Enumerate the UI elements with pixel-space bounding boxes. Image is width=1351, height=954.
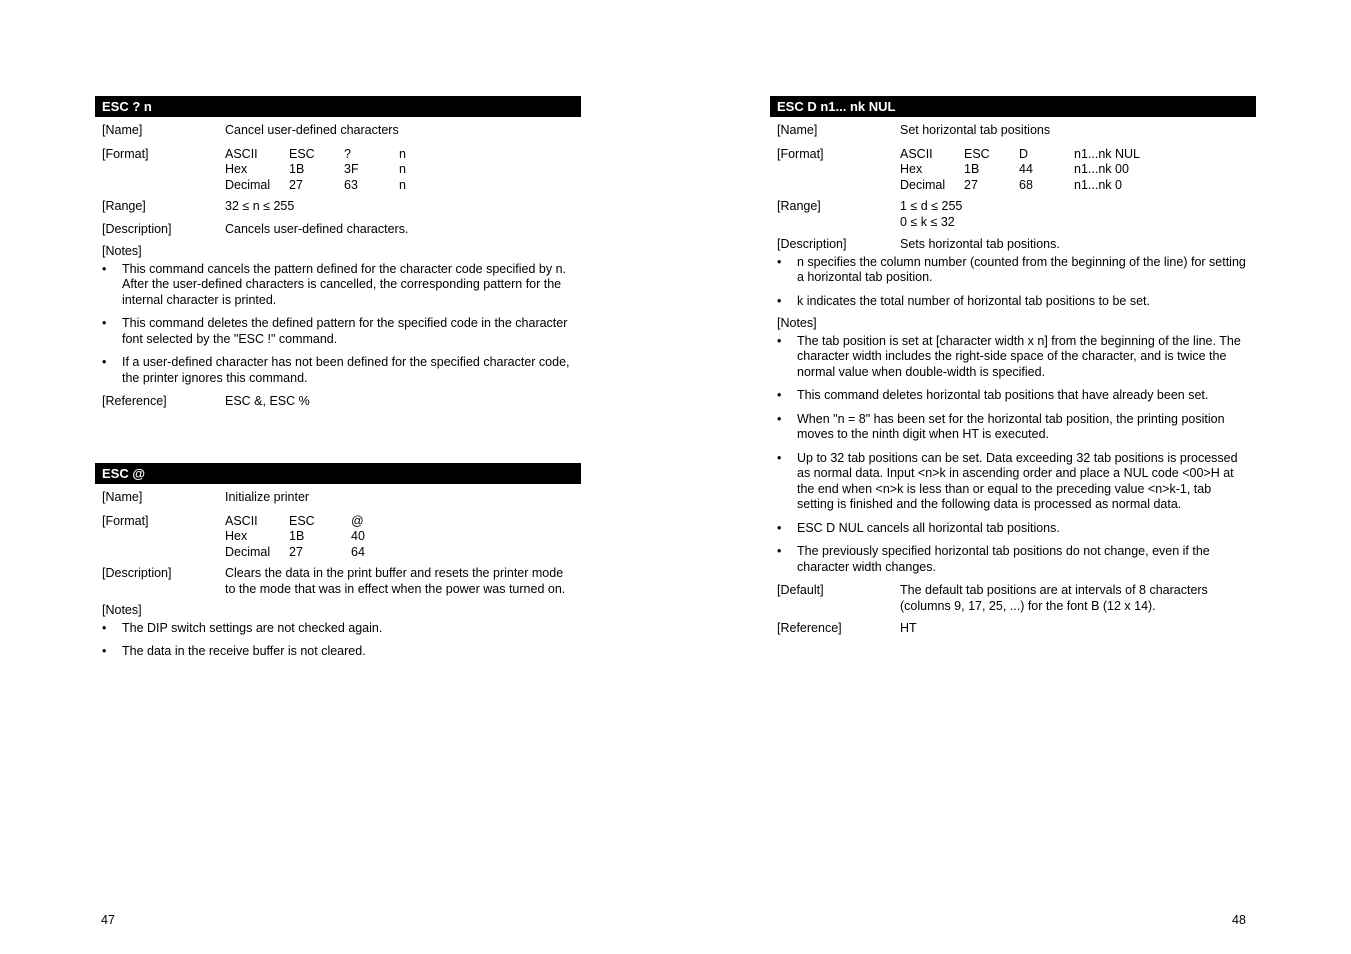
name-row — [102, 123, 581, 139]
description-row — [102, 222, 581, 238]
format-label: [Format] — [102, 513, 149, 528]
format-decimal-row — [225, 545, 365, 561]
format-cell: n1...nk 0 — [1074, 177, 1122, 192]
command-header: ESC ? n — [95, 96, 581, 117]
format-ascii-row — [225, 514, 365, 530]
range-value — [900, 199, 1256, 230]
description-row — [102, 566, 581, 597]
description-value: Clears the data in the print buffer and resets the printer mode to the mode that was in effect when the power was turned on. — [225, 566, 566, 596]
format-cell: 1B — [289, 162, 305, 176]
notes-label: [Notes] — [102, 244, 142, 258]
range-value: 32 ≤ n ≤ 255 — [225, 199, 295, 213]
range-line: 0 ≤ k ≤ 32 — [900, 214, 955, 229]
description-item: • k indicates the total number of horizontal tab positions to be set. — [797, 294, 1256, 310]
format-cell: ASCII — [900, 146, 933, 161]
name-value: Initialize printer — [225, 490, 310, 504]
format-cell: D — [1019, 146, 1029, 161]
range-row — [102, 199, 581, 215]
name-value: Cancel user-defined characters — [225, 123, 399, 137]
format-cell: @ — [351, 513, 364, 528]
format-cell: 44 — [1019, 162, 1033, 176]
reference-row — [777, 621, 1256, 637]
format-hex-row — [225, 529, 365, 545]
format-table — [225, 514, 365, 561]
note-item: • This command cancels the pattern defined for the character code specified by n. After the user-defined characters is cancelled, the corresponding pattern for the internal character is printed. — [122, 262, 581, 309]
page-number: 47 — [101, 913, 115, 927]
notes-label: [Notes] — [102, 603, 142, 617]
description-label: [Description] — [777, 237, 847, 251]
format-cell: 27 — [964, 177, 978, 192]
format-table — [225, 147, 406, 194]
note-item: • The DIP switch settings are not checked again. — [122, 621, 581, 637]
format-cell: 68 — [1019, 177, 1033, 192]
format-label: [Format] — [777, 146, 824, 161]
page-number: 48 — [1232, 913, 1246, 927]
command-header: ESC @ — [95, 463, 581, 484]
format-ascii-row — [225, 147, 406, 163]
format-cell: n — [399, 177, 406, 192]
notes-label: [Notes] — [777, 316, 817, 330]
range-label: [Range] — [102, 199, 146, 213]
reference-label: [Reference] — [777, 621, 842, 635]
format-cell: 3F — [344, 162, 359, 176]
format-cell: ? — [344, 146, 351, 161]
note-item: • This command deletes the defined pattern for the specified code in the character font selected by the "ESC !" command. — [122, 316, 581, 347]
format-cell: Hex — [225, 529, 248, 543]
format-cell: n1...nk NUL — [1074, 146, 1141, 161]
esc-q-section — [95, 96, 581, 410]
description-item: • n specifies the column number (counted from the beginning of the line) for setting a horizontal tab position. — [797, 255, 1256, 286]
format-label: [Format] — [102, 146, 149, 161]
notes-list — [95, 262, 581, 387]
default-value: The default tab positions are at intervals of 8 characters (columns 9, 17, 25, ...) for the font B (12 x 14). — [900, 583, 1208, 613]
description-list — [770, 255, 1256, 310]
name-row — [102, 490, 581, 506]
note-item: • The data in the receive buffer is not cleared. — [122, 644, 581, 660]
description-value: Sets horizontal tab positions. — [900, 237, 1060, 251]
range-row — [777, 199, 1256, 230]
format-cell: 1B — [964, 162, 980, 176]
format-cell: Decimal — [225, 544, 271, 559]
format-table — [900, 147, 1140, 194]
esc-at-section — [95, 463, 581, 662]
name-label: [Name] — [777, 123, 818, 137]
format-row — [777, 147, 1256, 194]
format-cell: ASCII — [225, 513, 258, 528]
format-row — [102, 514, 581, 561]
format-decimal-row — [225, 178, 406, 194]
format-cell: 27 — [289, 177, 303, 192]
name-row — [777, 123, 1256, 139]
format-hex-row — [900, 162, 1140, 178]
format-cell: Hex — [900, 162, 923, 176]
format-cell: Decimal — [225, 177, 271, 192]
format-cell: 63 — [344, 177, 358, 192]
notes-list — [770, 334, 1256, 576]
format-cell: Hex — [225, 162, 248, 176]
range-label: [Range] — [777, 199, 821, 213]
command-header: ESC D n1... nk NUL — [770, 96, 1256, 117]
esc-d-section — [770, 96, 1256, 637]
name-label: [Name] — [102, 490, 143, 504]
reference-row — [102, 394, 581, 410]
name-value: Set horizontal tab positions — [900, 123, 1051, 137]
description-row — [777, 237, 1256, 253]
format-row — [102, 147, 581, 194]
format-cell: Decimal — [900, 177, 946, 192]
format-hex-row — [225, 162, 406, 178]
description-value: Cancels user-defined characters. — [225, 221, 409, 236]
format-decimal-row — [900, 178, 1140, 194]
note-item: • The tab position is set at [character width x n] from the beginning of the line. The character width includes the right-side space of the character, and is twice the normal value when double-width is specified. — [797, 334, 1256, 381]
note-item: • When "n = 8" has been set for the horizontal tab position, the printing position moves to the ninth digit when HT is executed. — [797, 412, 1256, 443]
reference-value: HT — [900, 621, 917, 635]
format-cell: ASCII — [225, 146, 258, 161]
name-label: [Name] — [102, 123, 143, 137]
format-cell: 1B — [289, 529, 305, 543]
default-row — [777, 583, 1256, 614]
format-cell: ESC — [289, 513, 315, 528]
description-label: [Description] — [102, 221, 172, 236]
reference-value: ESC &, ESC % — [225, 394, 310, 408]
format-cell: ESC — [289, 146, 315, 161]
format-cell: n — [399, 146, 406, 161]
format-cell: n1...nk 00 — [1074, 162, 1129, 176]
format-cell: 40 — [351, 529, 365, 543]
format-cell: ESC — [964, 146, 990, 161]
note-item: • The previously specified horizontal tab positions do not change, even if the character width changes. — [797, 544, 1256, 575]
default-label: [Default] — [777, 583, 824, 597]
format-cell: 27 — [289, 544, 303, 559]
note-item: • This command deletes horizontal tab positions that have already been set. — [797, 388, 1256, 404]
reference-label: [Reference] — [102, 394, 167, 408]
description-label: [Description] — [102, 566, 172, 580]
note-item: • ESC D NUL cancels all horizontal tab positions. — [797, 521, 1256, 537]
notes-list — [95, 621, 581, 660]
format-cell: 64 — [351, 544, 365, 559]
format-cell: n — [399, 162, 406, 176]
note-item: • If a user-defined character has not been defined for the specified character code, the printer ignores this command. — [122, 355, 581, 386]
range-line: 1 ≤ d ≤ 255 — [900, 199, 963, 213]
note-item: • Up to 32 tab positions can be set. Data exceeding 32 tab positions is processed as normal data. Input <n>k in ascending order and place a NUL code <00>H at the end when <n>k is less than or equal to the preceding value <n>k-1, tab setting is finished and the following data is processed as normal data. — [797, 451, 1256, 513]
format-ascii-row — [900, 147, 1140, 163]
